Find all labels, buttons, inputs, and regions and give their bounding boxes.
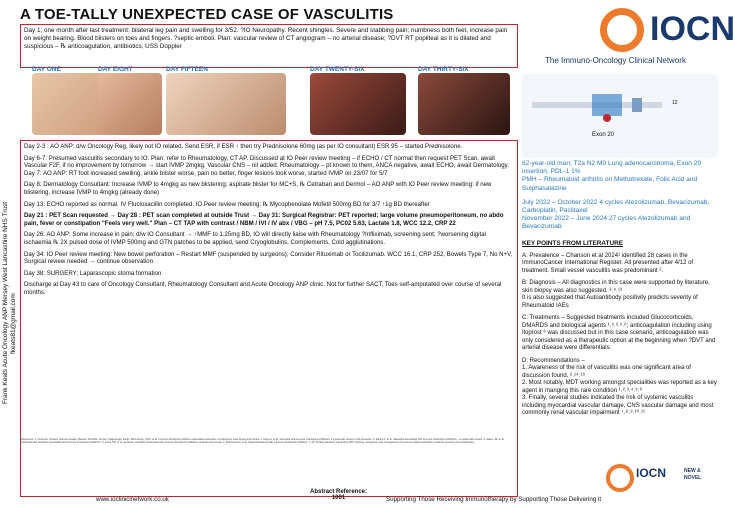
timeline-day-26: Day 26: AO ANP: Some increase in pain; d/w IO Consultant → ↑MMF to 1.25mg BD, IO will directly liaise with Rheumatology ?Infliximab, screening sent; ?worsening digital ischaemia ℞ 2X pulsed dose of IVMP 500mg and GTN patches to be applied, send Cryoglobulins, Complements, Cold agglutinations.	[24, 231, 486, 246]
foot-photo-icon	[310, 73, 406, 135]
day-label: DAY THIRTY-SIX	[418, 66, 469, 73]
literature-a: A: Prevalence – Chanson et al 2024¹ identified 28 cases in the ImmunoCancer International Register. All presented after 4/12 of treatment. Small vessel vasculitis was predominant ².	[522, 252, 694, 274]
abstract-ref	[310, 489, 367, 501]
iocn-small-ring-icon	[606, 464, 634, 492]
timeline-day-8: Day 8: Dermatology Consultant: Increase IVMP to 4mgkg as new blistering; aspirate blister for MC+S, ℞ Cetraban and Dermol – AO ANP with IO Peer review meeting: if new blistering, increase IVMP to 4mgkg (already done)	[24, 181, 492, 196]
abstract-number: 1001	[331, 495, 346, 501]
literature-d2: 2. Most notably, MDT working amongst specialities was reported as a key agent in manging this rare condition ¹˒²˒³˒⁴˒⁵˒⁶	[522, 380, 717, 394]
day-label: DAY FIFTEEN	[166, 66, 208, 73]
literature-d1: 1. Awareness of the risk of vasculitis was one significant area of discussion found. ²˒¹⁴˒¹⁵	[522, 365, 691, 379]
literature-c: C: Treatments – Suggested treatments included Glucocorticoids, DMARDS and biological agents ¹˒²˒³˒⁵˒⁶; anticoagulation including using Iloprost ⁶ was discussed but in this case scenario, anticoagulation was only considered as a therapeutic option at the beginning when ?DVT and arterial disease were differentials.	[522, 315, 716, 351]
gene-bars-icon	[532, 84, 682, 124]
timeline-day-34: Day 34: IO Peer review meeting: New bowel perforation – Restart MMF (suspended by surgeons); Consider Rituximab or Tocilizumab. WCC 16.1, CRP 252, Bowels Type 7, No N+V, Surgical review needed → continue observation	[24, 250, 513, 266]
timeline-day-13: Day 13: ECHO reported as normal. IV Flucloxacillin completed. IO Peer review meeting: ℞ Mycophenolate Mofetil 500mg BD for 3/7 ↑1g BD thereafter	[24, 200, 430, 208]
day-label: DAY ONE	[32, 66, 61, 73]
author-sidebar	[2, 104, 16, 404]
day-photo-4	[310, 66, 406, 135]
day-photo-5	[418, 66, 514, 135]
case-summary	[522, 160, 718, 232]
abstract-label: Abstract Reference:	[310, 489, 368, 495]
references: References: 1. Chanson, Nicolas; Ramos-Casals, Manuel; Pundole, Xerxes; Suijkerbuijk, Karijn; Brito-Zerón, Pilar; et al. Immune checkpoint inhibitor–associated vasculitis: a multicentre case series and review. 2. Kang A, et al. Vasculitis and immune checkpoint inhibitors: a systematic review of the literature. 3. Daxini A, et al. Vasculitis associated with immune checkpoint inhibitors – a systematic review. 4. Salem JE, et al. Cardiovascular toxicities associated with immune checkpoint inhibitors. 5. Crout TM, et al. Systemic vasculitis associated with immune checkpoint inhibition: analysis and review. 6. Mohamed M, et al. Digital ischaemia with immune checkpoint inhibitors. 7–15. Further literature supporting MDT working, recognition and management of immune-related vasculitis in patients receiving immunotherapy.	[20, 438, 505, 445]
day-label: DAY EIGHT	[98, 66, 133, 73]
logo-subtitle: The Immuno-Oncology Clinical Network	[545, 56, 686, 65]
gene-label: Exon 20	[592, 132, 615, 138]
timeline-day-21: Day 21 : PET Scan requested → Day 28 : PET scan completed at outside Trust → Day 31: Surgical Registrar: PET reported; large volume pneumoperitoneum, no abdo pain, fever or constipation "Feels very well." Plan – CT TAP with contrast / NBM / IVI / IV abx / VBG – pH 7.5, PC02 5.63, Lactate 1.8, WCC 12.2, CRP 22	[24, 212, 504, 227]
new-novel-tag-2: NOVEL	[684, 475, 702, 481]
footer-url[interactable]: www.iocliniclnetwork.co.uk	[96, 496, 169, 503]
case-diagnosis: 62-year-old man; T2a N2 M0 Lung adenocarcinoma, Exon 20 insertion, PDL-1 1%	[522, 160, 702, 176]
literature-d3: 3. Finally, several studies indicated the risk of systemic vasculitis including myocardial vascular damage, CNS vascular damage and most commonly renal vascular impairment ⁷˒⁸˒⁹˒¹⁰˒¹¹	[522, 395, 714, 416]
intro-text: Day 1; one month after last treatment: bilateral leg pain and swelling for 3/52. ?IO Neuropathy. Recent shingles. Severe and stabbing pain; numbness both feet, increase pain on weight bearing. Blood blisters on toes and fingers. ?septic emboli. Plan: vascular review of CT angiogram – no arterial disease; ?DVT RT popliteal as it is dilated and suspicious – ℞ anticoagulation, antibiotics, USS Doppler	[24, 27, 508, 50]
case-pmh: PMH – Rheumatoid arthritis on Methotrexate, Folic Acid and Sulphasalazine	[522, 176, 698, 192]
timeline-discharge: Discharge at Day 43 to care of Oncology Consultant, Rheumatology Consultant and Acute Oncology ANP clinic. Not for further SACT, Toes self-amputated over course of several months.	[24, 281, 502, 296]
timeline-day-2-3: Day 2-3 : AO ANP: d/w Oncology Reg, likely not IO related. Send ESR, if ESR ↑ then try Prednisolone 60mg (as per IO consultant) ESR 95 – started Prednisolone.	[24, 143, 463, 150]
timeline-day-6-7: Day 6-7: Presumed vasculitis secondary to IO. Plan: refer to Rheumatology, CT AP. Discussed at IO Peer review meeting – if ECHO / CT normal then request PET Scan, await Vascular F2F, if no improvement by tomorrow → start IVMP 2mgkg. Vascular CNS – nil added. Rheumatology – pt known to them, ANCA negative, await ECHO, await Dermatology. Day 7: AO ANP: RT foot increased swelling, ankle blister worse, pain no better, finger lesions look worse, started IVMP on 23/07 for 5/7	[24, 154, 509, 177]
logo-name: IOCN	[650, 10, 735, 48]
case-treatment-2: November 2022 – June 2024 27 cycles Atezolizumab and Bevacizumab	[522, 215, 691, 231]
iocn-ring-icon	[600, 8, 644, 52]
literature-b2: It is also suggested that Autoantibody positivity predicts severity of Rheumatoid IAEs	[522, 295, 698, 309]
gene-number: 12	[672, 100, 678, 106]
foot-photo-icon	[98, 73, 162, 135]
day-photo-3	[166, 66, 262, 135]
footer-logo-name: IOCN	[636, 466, 666, 480]
foot-photo-icon	[166, 73, 286, 135]
new-novel-tag-1: NEW &	[684, 468, 701, 474]
literature-d: D: Recommendations –	[522, 357, 585, 364]
timeline-day-38: Day 38: SURGERY; Laparascopic stoma formation	[24, 269, 162, 277]
day-label: DAY TWENTY-SIX	[310, 66, 365, 73]
footer-tagline: Supporting Those Receiving Immunotherapy by Supporting Those Delivering it	[386, 496, 602, 503]
intro-box	[20, 24, 518, 68]
gene-panel	[522, 74, 718, 158]
poster-title: A TOE-TALLY UNEXPECTED CASE OF VASCULITIS	[20, 6, 394, 23]
foot-photo-icon	[418, 73, 510, 135]
footer	[0, 489, 720, 509]
literature-heading: KEY POINTS FROM LITERATURE	[522, 240, 623, 247]
author-email: fkeats81@gmail.com	[10, 293, 17, 354]
day-photos	[20, 66, 516, 140]
author-line: Frank Keats Acute Oncology ANP Mersey West Lancashire NHS Trust	[2, 201, 9, 404]
literature-panel	[522, 240, 718, 418]
literature-b: B: Diagnosis – All diagnostics in this case were supported by literature, skin biopsy was also suggested. ³˒⁴˒¹³	[522, 280, 710, 294]
case-treatment-1: July 2022 – October 2022 4 cycles Atezolizumab, Bevacizumab, Carboplatin, Paclitaxel	[522, 198, 710, 215]
